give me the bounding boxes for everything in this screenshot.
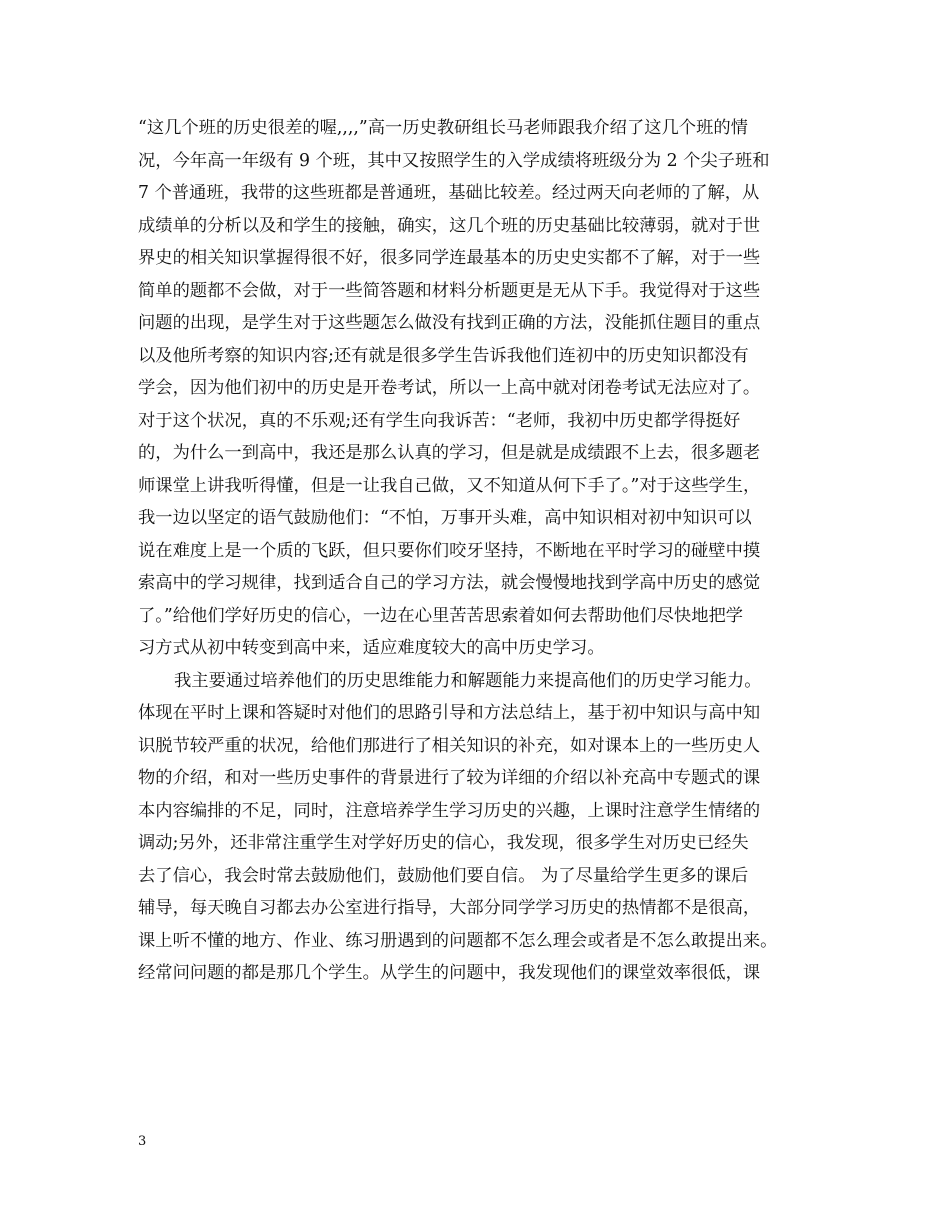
text-line: 说在难度上是一个质的飞跃，但只要你们咬牙坚持，不断地在平时学习的碰壁中摸 (138, 540, 761, 561)
text-line: “这几个班的历史很差的喔,,,,”高一历史教研组长马老师跟我介绍了这几个班的情 (138, 118, 748, 138)
text-line: 简单的题都不会做，对于一些简答题和材料分析题更是无从下手。我觉得对于这些 (138, 280, 761, 301)
text-line: 课上听不懂的地方、作业、练习册遇到的问题都不怎么理会或者是不怎么敢提出来。 (138, 930, 778, 951)
text-line: 识脱节较严重的状况，给他们那进行了相关知识的补充，如对课本上的一些历史人 (138, 735, 761, 756)
text-line: 问题的出现，是学生对于这些题怎么做没有找到正确的方法，没能抓住题目的重点 (138, 313, 761, 333)
body-text (138, 112, 818, 990)
text-line: 对于这个状况，真的不乐观;还有学生向我诉苦：“老师，我初中历史都学得挺好 (138, 410, 741, 431)
text-line: 师课堂上讲我听得懂，但是一让我自己做，又不知道从何下手了。”对于这些学生， (138, 475, 761, 496)
text-line: 辅导，每天晚自习都去办公室进行指导，大部分同学学习历史的热情都不是很高， (138, 898, 761, 918)
text-line: 经常问问题的都是那几个学生。从学生的问题中，我发现他们的课堂效率很低，课 (138, 963, 761, 983)
page-number: 3 (138, 1134, 147, 1149)
text-line: 本内容编排的不足，同时，注意培养学生学习历史的兴趣，上课时注意学生情绪的 (138, 800, 761, 821)
text-line: 7 个普通班，我带的这些班都是普通班，基础比较差。经过两天向老师的了解，从 (138, 183, 760, 203)
text-line: 体现在平时上课和答疑时对他们的思路引导和方法总结上，基于初中知识与高中知 (138, 703, 761, 723)
text-line: 我一边以坚定的语气鼓励他们：“不怕，万事开头难，高中知识相对初中知识可以 (138, 508, 752, 528)
text-line: 界史的相关知识掌握得很不好，很多同学连最基本的历史史实都不了解，对于一些 (138, 248, 761, 268)
text-line: 去了信心，我会时常去鼓励他们，鼓励他们要自信。 为了尽量给学生更多的课后 (138, 865, 749, 886)
paragraph-first-line: 我主要通过培养他们的历史思维能力和解题能力来提高他们的历史学习能力。 (174, 670, 762, 691)
text-line: 索高中的学习规律，找到适合自己的学习方法，就会慢慢地找到学高中历史的感觉 (138, 573, 761, 593)
text-line: 习方式从初中转变到高中来，适应难度较大的高中历史学习。 (138, 638, 605, 658)
text-line: 了。”给他们学好历史的信心，一边在心里苦苦思索着如何去帮助他们尽快地把学 (138, 605, 744, 626)
text-line: 况，今年高一年级有 9 个班，其中又按照学生的入学成绩将班级分为 2 个尖子班和 (138, 150, 770, 171)
text-line: 学会，因为他们初中的历史是开卷考试，所以一上高中就对闭卷考试无法应对了。 (138, 378, 761, 398)
text-line: 的，为什么一到高中，我还是那么认真的学习，但是就是成绩跟不上去，很多题老 (138, 443, 761, 463)
text-line: 物的介绍，和对一些历史事件的背景进行了较为详细的介绍以补充高中专题式的课 (138, 768, 761, 788)
text-line: 调动;另外，还非常注重学生对学好历史的信心，我发现，很多学生对历史已经失 (138, 833, 749, 853)
text-line: 成绩单的分析以及和学生的接触，确实，这几个班的历史基础比较薄弱，就对于世 (138, 215, 761, 236)
text-line: 以及他所考察的知识内容;还有就是很多学生告诉我他们连初中的历史知识都没有 (138, 345, 749, 366)
